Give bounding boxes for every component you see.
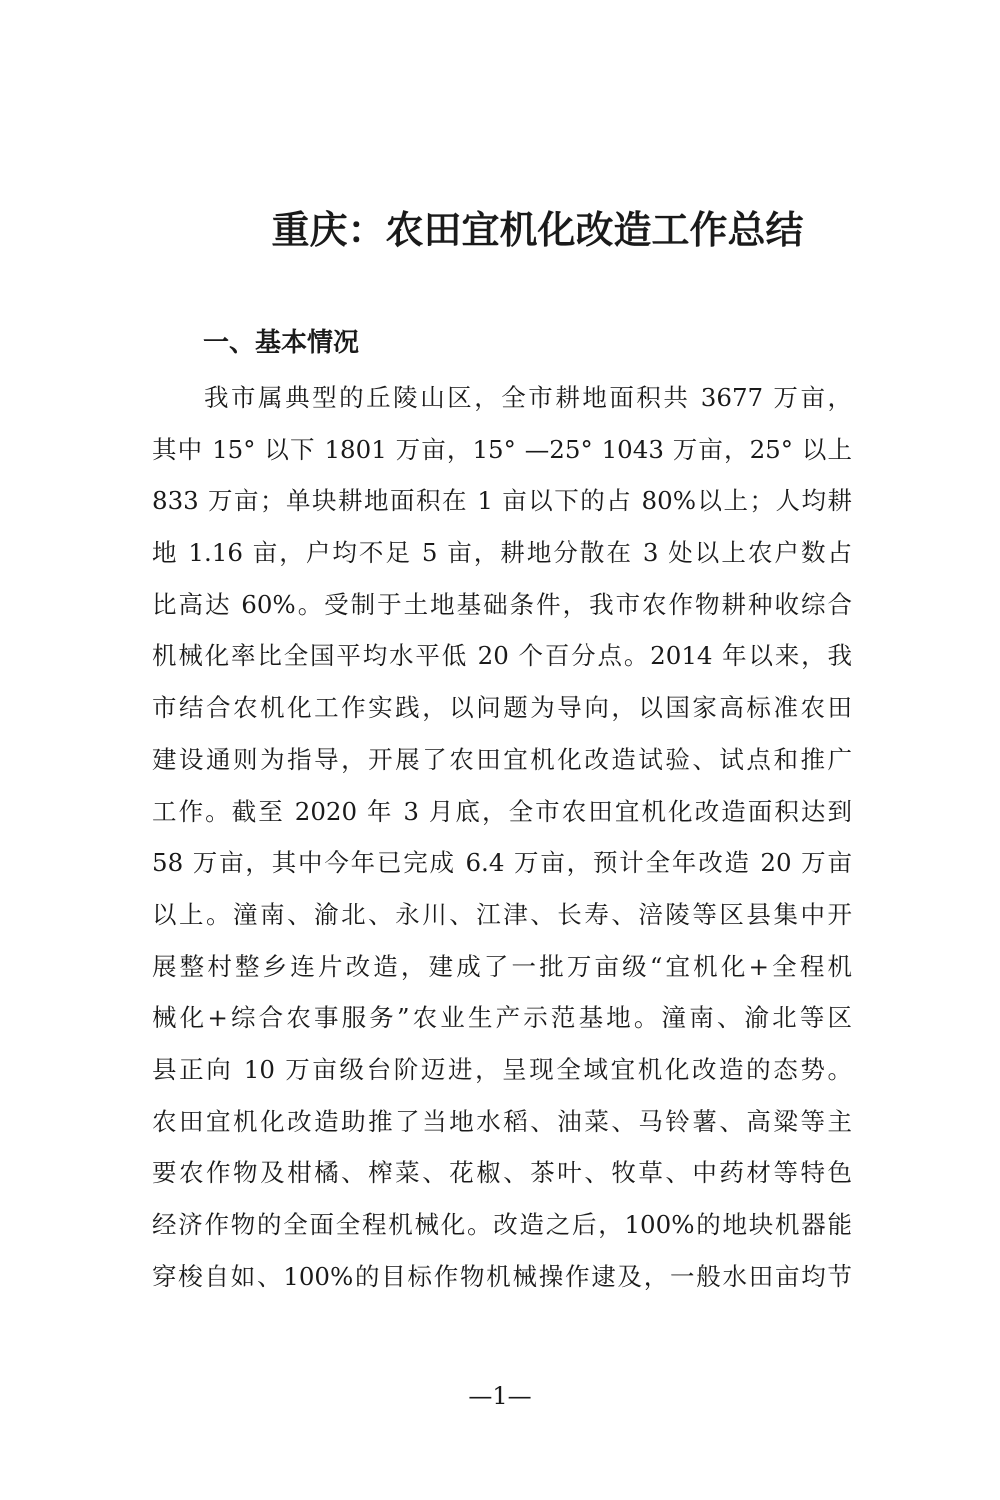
body-line: 比高达 60%。受制于土地基础条件，我市农作物耕种收综合 — [152, 589, 852, 619]
body-line: 经济作物的全面全程机械化。改造之后，100%的地块机器能 — [152, 1210, 852, 1239]
body-line: 穿梭自如、100%的目标作物机械操作逮及，一般水田亩均节 — [152, 1261, 852, 1291]
body-line: 县正向 10 万亩级台阶迈进，呈现全域宜机化改造的态势。 — [152, 1054, 852, 1084]
document-title: 重庆：农田宜机化改造工作总结 — [271, 208, 804, 252]
body-line: 农田宜机化改造助推了当地水稻、油菜、马铃薯、高粱等主 — [152, 1106, 852, 1136]
page-number: —1— — [468, 1382, 532, 1410]
body-line: 我市属典型的丘陵山区，全市耕地面积共 3677 万亩， — [204, 383, 852, 412]
body-line: 展整村整乡连片改造，建成了一批万亩级“宜机化+全程机 — [152, 951, 852, 981]
section-heading: 一、基本情况 — [203, 328, 360, 358]
body-line: 58 万亩，其中今年已完成 6.4 万亩，预计全年改造 20 万亩 — [152, 848, 852, 878]
body-line: 建设通则为指导，开展了农田宜机化改造试验、试点和推广 — [152, 744, 852, 774]
body-paragraph — [152, 372, 852, 1302]
body-line: 械化+综合农事服务”农业生产示范基地。潼南、渝北等区 — [152, 1003, 852, 1033]
body-line: 833 万亩；单块耕地面积在 1 亩以下的占 80%以上；人均耕 — [152, 486, 852, 516]
body-line: 以上。潼南、渝北、永川、江津、长寿、涪陵等区县集中开 — [152, 899, 852, 929]
body-line: 要农作物及柑橘、榨菜、花椒、茶叶、牧草、中药材等特色 — [152, 1158, 852, 1188]
body-line: 市结合农机化工作实践，以问题为导向，以国家高标准农田 — [152, 693, 852, 723]
body-line: 其中 15° 以下 1801 万亩，15° —25° 1043 万亩，25° 以上 — [152, 434, 852, 464]
body-line: 工作。截至 2020 年 3 月底，全市农田宜机化改造面积达到 — [152, 796, 852, 826]
body-line: 地 1.16 亩，户均不足 5 亩，耕地分散在 3 处以上农户数占 — [152, 538, 852, 568]
body-line: 机械化率比全国平均水平低 20 个百分点。2014 年以来，我 — [152, 641, 852, 671]
